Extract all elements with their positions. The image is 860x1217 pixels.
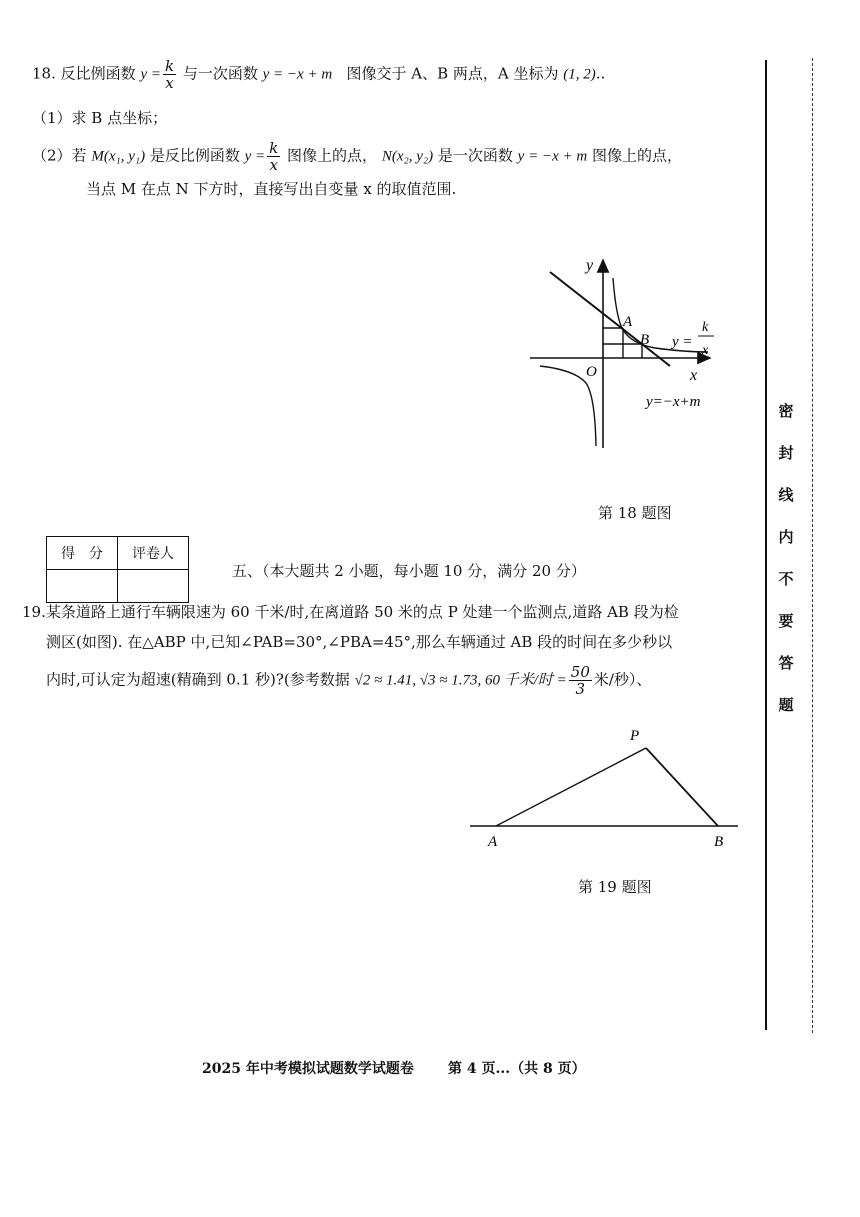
q18-figure-caption: 第 18 题图 (598, 504, 672, 522)
q18-intro-b: 与一次函数 (182, 64, 258, 83)
seal-dashed-line (812, 58, 813, 1033)
q18-part1: （1）求 B 点坐标； (32, 109, 168, 127)
q18-x-label: x (690, 367, 698, 384)
q19-segment-pb (646, 748, 718, 826)
q18-func-k-y: y = (140, 66, 161, 83)
q18-linear-line (550, 272, 670, 366)
score-label: 得 分 (47, 537, 118, 570)
score-cell[interactable] (47, 570, 118, 603)
q18-point-n: N(x₂, y₂) (381, 148, 434, 165)
q18-origin-label: O (586, 364, 597, 380)
q18-point-m: M(x₁, y₁) (91, 148, 146, 165)
q18-frac-k-x: $\frac{k}{x}$ (164, 57, 175, 92)
q18-intro-d: A、B 两点，A 坐标为 (411, 64, 559, 83)
grader-cell[interactable] (118, 570, 189, 603)
q18-frac-k-x-2: $\frac{k}{x}$ (269, 139, 279, 174)
seal-char: 密 (778, 402, 794, 420)
seal-char: 要 (778, 612, 794, 630)
seal-char: 不 (778, 570, 794, 588)
q19-frac-50-3: $\frac{50}{3}$ (570, 663, 590, 698)
seal-solid-line (765, 60, 767, 1030)
q19-figure-caption: 第 19 题图 (578, 878, 652, 896)
seal-char: 题 (778, 696, 794, 714)
q18-point-a-label: A (623, 314, 633, 330)
q18-curve-label-y: y = (672, 334, 693, 350)
q19-number: 19. (22, 603, 46, 621)
score-box (46, 536, 189, 603)
seal-char: 内 (778, 528, 794, 546)
q18-func-linear: y = −x + m (262, 66, 333, 83)
q18-line-label: y=−x+m (646, 394, 701, 410)
q19-line3: 内时,可认定为超速(精确到 0.1 秒)?(参考数据 √2 ≈ 1.41, √3 ≈ 1.73, 60 千米/时 = $\frac{50}{3}$ 米/秒）、 (46, 663, 652, 698)
q19-label-a: A (488, 834, 498, 850)
q18-point-a: (1, 2) (563, 66, 596, 83)
q18-figure (520, 248, 730, 458)
q19-line2: 测区(如图). 在△ABP 中,已知∠PAB=30°,∠PBA=45°,那么车辆通过 AB 段的时间在多少秒以 (46, 633, 673, 651)
section5-title: 五、（本大题共 2 小题，每小题 10 分，满分 20 分） (232, 562, 586, 580)
seal-char: 封 (778, 444, 794, 462)
q18-number: 18. (32, 64, 56, 83)
grader-label: 评卷人 (118, 537, 189, 570)
q18-part2-line2: 当点 M 在点 N 下方时，直接写出自变量 x 的取值范围. (86, 180, 457, 198)
q18-intro-a: 反比例函数 (60, 64, 136, 83)
q19-figure (466, 722, 746, 857)
footer-page: 第 4 页...（共 8 页） (447, 1061, 586, 1077)
q18-intro-end: .. (595, 64, 606, 83)
q19-line1: 19.某条道路上通行车辆限速为 60 千米/时,在离道路 50 米的点 P 处建一个监测点,道路 AB 段为检 (22, 603, 679, 621)
q19-label-p: P (630, 728, 640, 744)
q18-line1 (32, 58, 605, 91)
seal-char: 答 (778, 654, 794, 672)
q19-label-b: B (714, 834, 724, 850)
footer-title: 2025 年中考模拟试题数学试题卷 (202, 1061, 414, 1077)
q18-curve-label-num: k (702, 320, 709, 335)
page-footer (202, 1058, 586, 1080)
seal-char: 线 (778, 486, 794, 504)
q18-y-label: y (586, 257, 594, 274)
q18-intro-c: 图像交于 (346, 64, 407, 83)
q19-segment-pa (496, 748, 646, 826)
q18-point-b-label: B (640, 332, 650, 348)
q18-curve-label-den: x (702, 343, 709, 358)
q18-part2-line1: （2）若 M(x₁, y₁) 是反比例函数 y = $\frac{k}{x}$ 图像上的点， N(x₂, y₂) 是一次函数 y = −x + m 图像上的点， (32, 139, 682, 174)
seal-text (776, 400, 798, 736)
